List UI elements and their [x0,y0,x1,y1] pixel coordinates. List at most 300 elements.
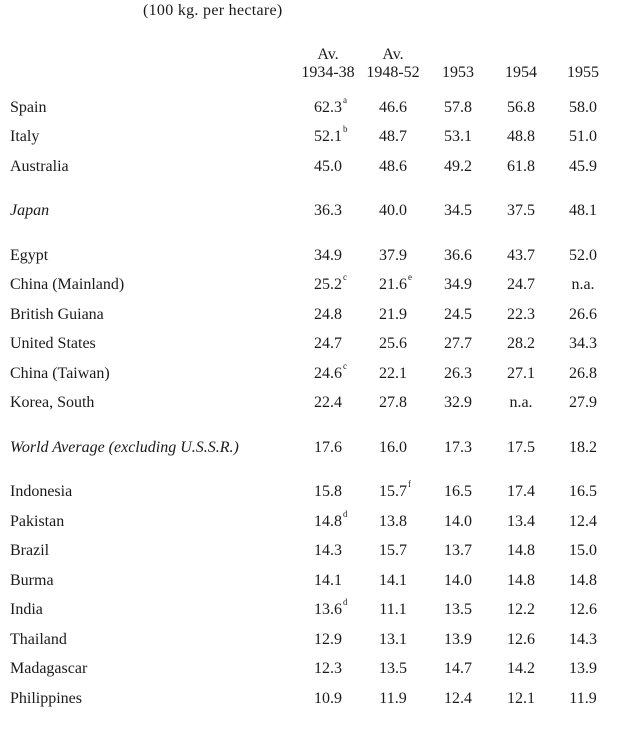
yield-value-text [569,542,597,559]
yield-value [360,418,426,463]
header-1955: 1955 [567,64,599,81]
yield-number: 14.0 [444,512,472,530]
yield-number: 22.4 [314,394,342,412]
table-row [10,330,614,360]
yield-value-text [314,660,342,677]
yield-number: 14.8 [507,571,535,589]
yield-number: 22.1 [379,364,407,382]
yield-value [360,271,426,301]
yield-number: 25.6 [379,335,407,353]
yield-value-text [379,513,407,530]
footnote-marker: b [343,124,348,135]
yield-value-text [314,94,347,116]
yield-value-text [507,513,535,530]
yield-value-text [379,272,412,294]
yield-value [490,625,552,655]
yield-number: 45.0 [314,157,342,175]
yield-value-text [507,158,535,175]
yield-value [552,418,614,463]
yield-value-text [444,690,472,707]
yield-value-text [379,542,407,559]
footnote-marker: e [408,272,412,283]
yield-value-text [507,660,535,677]
yield-value [426,271,490,301]
yield-value [426,566,490,596]
yield-value-text [444,306,472,323]
yield-value-text [444,601,472,618]
yield-value [490,330,552,360]
yield-value-text [569,572,597,589]
country-name: India [10,601,43,619]
yield-number: 58.0 [569,98,597,116]
yield-number: 24.6 [314,364,342,382]
yield-value [426,463,490,508]
yield-number: 17.5 [507,438,535,456]
yield-number: 13.5 [379,660,407,678]
country-name: Pakistan [10,512,65,530]
yield-number: 46.6 [379,98,407,116]
yield-value [426,596,490,626]
footnote-marker: d [343,508,348,519]
yield-number: 48.6 [379,157,407,175]
yield-value [296,93,360,123]
table-row [10,684,614,714]
header-1953: 1953 [442,64,474,81]
yield-value-text [314,690,342,707]
yield-number: 15.8 [314,483,342,501]
yield-value-text [507,439,535,456]
yield-value [426,389,490,419]
yield-value [552,271,614,301]
yield-value-text [379,660,407,677]
yield-value-text [569,128,597,145]
yield-number: 12.9 [314,630,342,648]
footnote-marker: a [343,94,347,105]
yield-value-text [444,128,472,145]
yield-value-text [444,439,472,456]
yield-value [552,596,614,626]
yield-value-text [314,247,342,264]
country-name: British Guiana [10,305,104,323]
yield-value-text [507,99,535,116]
yield-value-text [507,542,535,559]
yield-number: 14.8 [569,571,597,589]
yield-value [490,596,552,626]
yield-number: 26.6 [569,305,597,323]
yield-value-text [507,202,535,219]
table-row [10,152,614,182]
country-name: Australia [10,157,69,175]
yield-number: 24.5 [444,305,472,323]
yield-value [296,389,360,419]
table-row [10,359,614,389]
yield-value-text [379,335,407,352]
table-row [10,226,614,271]
yield-value [296,655,360,685]
yield-number: 21.6 [379,276,407,294]
yield-value [490,271,552,301]
yield-value [552,359,614,389]
yield-value [426,625,490,655]
yield-value-text [314,631,342,648]
yield-value-text [444,202,472,219]
country-name: Madagascar [10,660,88,678]
yield-value [360,389,426,419]
yield-value [552,463,614,508]
yield-number: 52.0 [569,246,597,264]
yield-value [296,625,360,655]
yield-number: 48.1 [569,202,597,220]
yield-number: 17.3 [444,438,472,456]
yield-value [426,655,490,685]
yield-number: 56.8 [507,98,535,116]
yield-value [426,507,490,537]
yield-value-text [314,335,342,352]
yield-value [490,684,552,714]
yield-value [296,537,360,567]
yield-number: 14.7 [444,660,472,678]
country-name: Egypt [10,246,49,264]
yield-number: 12.4 [444,689,472,707]
yield-number: 15.7 [379,483,407,501]
yield-number: n.a. [509,394,533,412]
table-row [10,300,614,330]
yield-value [552,507,614,537]
yield-number: 17.6 [314,438,342,456]
country-name: Brazil [10,542,50,560]
table-row [10,182,614,227]
yield-value-text [569,690,596,707]
yield-value [360,625,426,655]
yield-number: 12.6 [569,601,597,619]
yield-value-text [569,394,597,411]
yield-number: 27.1 [507,364,535,382]
yield-value [552,625,614,655]
yield-value [296,596,360,626]
table-row [10,537,614,567]
yield-number: 16.5 [569,483,597,501]
yield-number: 13.8 [379,512,407,530]
yield-number: 24.7 [507,276,535,294]
yield-value [360,152,426,182]
header-country [10,46,296,93]
yield-value-text [507,247,535,264]
yield-number: 13.6 [314,601,342,619]
yield-value [296,152,360,182]
yield-number: 13.4 [507,512,535,530]
yield-value [296,359,360,389]
yield-value [552,566,614,596]
yield-value [490,389,552,419]
yield-value-text [444,513,472,530]
yield-value [552,226,614,271]
country-name: Thailand [10,630,67,648]
yield-number: 17.4 [507,483,535,501]
yield-value [296,330,360,360]
yield-number: 34.3 [569,335,597,353]
yield-number: 16.5 [444,483,472,501]
yield-value-text [314,124,348,146]
yield-value-text [444,572,472,589]
yield-value [490,507,552,537]
header-row [10,46,614,93]
table-row [10,123,614,153]
yield-value-text [444,394,472,411]
yield-value-text [314,483,342,500]
yield-value-text [379,690,406,707]
yield-value [360,566,426,596]
yield-number: 12.2 [507,601,535,619]
country-name: United States [10,335,96,353]
yield-number: 34.5 [444,202,472,220]
yield-value [490,566,552,596]
yield-number: 49.2 [444,157,472,175]
yield-number: 27.8 [379,394,407,412]
yield-value [360,684,426,714]
header-1948-52: Av. 1948-52 [366,46,420,81]
yield-value [426,93,490,123]
yield-number: n.a. [571,276,595,294]
yield-number: 14.0 [444,571,472,589]
yield-value [490,226,552,271]
yield-value [490,152,552,182]
yield-value [360,93,426,123]
yield-value-text [571,276,594,293]
yield-value-text [379,365,407,382]
table-row [10,271,614,301]
yield-value [426,359,490,389]
footnote-marker: c [343,360,347,371]
yield-value-text [379,99,407,116]
yield-value-text [569,660,597,677]
table-row [10,418,614,463]
yield-value [360,463,426,508]
yield-number: 36.6 [444,246,472,264]
yield-value-text [444,365,472,382]
yield-value-text [314,508,348,530]
yield-value-text [507,335,535,352]
yield-number: 61.8 [507,157,535,175]
yield-number: 13.7 [444,542,472,560]
yield-value [360,655,426,685]
yield-value-text [444,158,472,175]
yield-value [426,537,490,567]
yield-value-text [379,601,406,618]
yield-number: 36.3 [314,202,342,220]
unit-label: (100 kg. per hectare) [143,2,283,19]
country-name: Indonesia [10,483,73,501]
yield-value [552,330,614,360]
yield-number: 16.0 [379,438,407,456]
yield-number: 53.1 [444,128,472,146]
yield-number: 14.3 [569,630,597,648]
yield-value [296,566,360,596]
yield-value-text [507,276,535,293]
yield-number: 14.2 [507,660,535,678]
yield-value [296,226,360,271]
yield-value [360,123,426,153]
yield-value [552,123,614,153]
yield-value-text [379,202,407,219]
country-name: China (Taiwan) [10,364,110,382]
yield-number: 40.0 [379,202,407,220]
footnote-marker: c [343,272,347,283]
yield-value [490,123,552,153]
yield-value-text [444,99,472,116]
yield-number: 51.0 [569,128,597,146]
yield-number: 14.8 [507,542,535,560]
yield-value-text [444,631,472,648]
yield-value-text [314,272,347,294]
yield-value [360,507,426,537]
yield-value [360,330,426,360]
yield-value [552,655,614,685]
yield-number: 18.2 [569,438,597,456]
table-row [10,389,614,419]
yield-value-text [379,394,407,411]
yield-value [490,655,552,685]
yield-value [552,389,614,419]
yield-value [296,418,360,463]
yield-number: 15.7 [379,542,407,560]
header-1954: 1954 [505,64,537,81]
yield-number: 27.7 [444,335,472,353]
yield-value [360,537,426,567]
yield-number: 45.9 [569,157,597,175]
yield-value-text [314,360,347,382]
yield-value-text [507,601,535,618]
yield-value-text [569,513,597,530]
table-row [10,566,614,596]
yield-table [10,46,614,714]
yield-value [552,152,614,182]
yield-value [360,226,426,271]
yield-value [552,537,614,567]
country-name: Philippines [10,689,83,707]
yield-number: 14.1 [314,571,342,589]
yield-value [490,418,552,463]
yield-number: 14.1 [379,571,407,589]
yield-value-text [569,158,597,175]
yield-value-text [444,542,472,559]
yield-value-text [507,572,535,589]
yield-value-text [444,483,472,500]
yield-number: 37.5 [507,202,535,220]
yield-number: 10.9 [314,689,342,707]
yield-number: 24.8 [314,305,342,323]
yield-value-text [569,202,597,219]
table-row [10,507,614,537]
yield-value [490,359,552,389]
yield-number: 12.3 [314,660,342,678]
yield-value-text [509,394,532,411]
yield-value [490,182,552,227]
yield-value-text [379,306,407,323]
yield-number: 13.9 [569,660,597,678]
yield-value [426,418,490,463]
yield-number: 13.1 [379,630,407,648]
yield-value [360,182,426,227]
yield-value-text [507,631,535,648]
yield-number: 14.8 [314,512,342,530]
yield-number: 28.2 [507,335,535,353]
yield-value [490,537,552,567]
yield-number: 22.3 [507,305,535,323]
yield-value [296,463,360,508]
country-name: World Average (excluding U.S.S.R.) [10,438,239,456]
country-name: Spain [10,98,47,116]
yield-value [552,93,614,123]
country-name: Japan [10,202,50,220]
table-row [10,93,614,123]
yield-number: 43.7 [507,246,535,264]
country-name: Burma [10,571,54,589]
yield-number: 26.3 [444,364,472,382]
yield-value-text [507,306,535,323]
yield-number: 11.1 [379,601,407,619]
yield-number: 12.4 [569,512,597,530]
yield-number: 12.6 [507,630,535,648]
yield-value [296,271,360,301]
yield-value-text [379,572,407,589]
yield-value [426,330,490,360]
yield-number: 48.8 [507,128,535,146]
yield-value-text [379,247,407,264]
footnote-marker: d [343,597,348,608]
yield-value-text [569,601,597,618]
yield-value-text [314,158,342,175]
yield-number: 34.9 [314,246,342,264]
yield-number: 57.8 [444,98,472,116]
yield-value-text [569,335,597,352]
yield-value [552,300,614,330]
country-name: Italy [10,128,40,146]
yield-value-text [379,158,407,175]
yield-value [490,93,552,123]
yield-number: 21.9 [379,305,407,323]
yield-value [360,359,426,389]
yield-value-text [569,439,597,456]
yield-value-text [444,276,472,293]
yield-value [426,300,490,330]
yield-value-text [379,439,407,456]
yield-number: 24.7 [314,335,342,353]
yield-value-text [314,542,342,559]
yield-value [296,182,360,227]
yield-number: 37.9 [379,246,407,264]
yield-value [426,152,490,182]
yield-value-text [314,572,342,589]
header-1934-38: Av. 1934-38 [301,46,355,81]
yield-value-text [569,483,597,500]
yield-value [296,684,360,714]
yield-value [426,226,490,271]
yield-number: 48.7 [379,128,407,146]
yield-value-text [379,479,411,501]
yield-number: 27.9 [569,394,597,412]
yield-number: 52.1 [314,128,342,146]
yield-value [360,596,426,626]
yield-value-text [314,394,342,411]
yield-number: 12.1 [507,689,535,707]
yield-value [296,300,360,330]
yield-value-text [444,247,472,264]
yield-value [360,300,426,330]
yield-value-text [507,128,535,145]
footnote-marker: f [408,479,411,490]
yield-number: 26.8 [569,364,597,382]
yield-value-text [569,306,597,323]
